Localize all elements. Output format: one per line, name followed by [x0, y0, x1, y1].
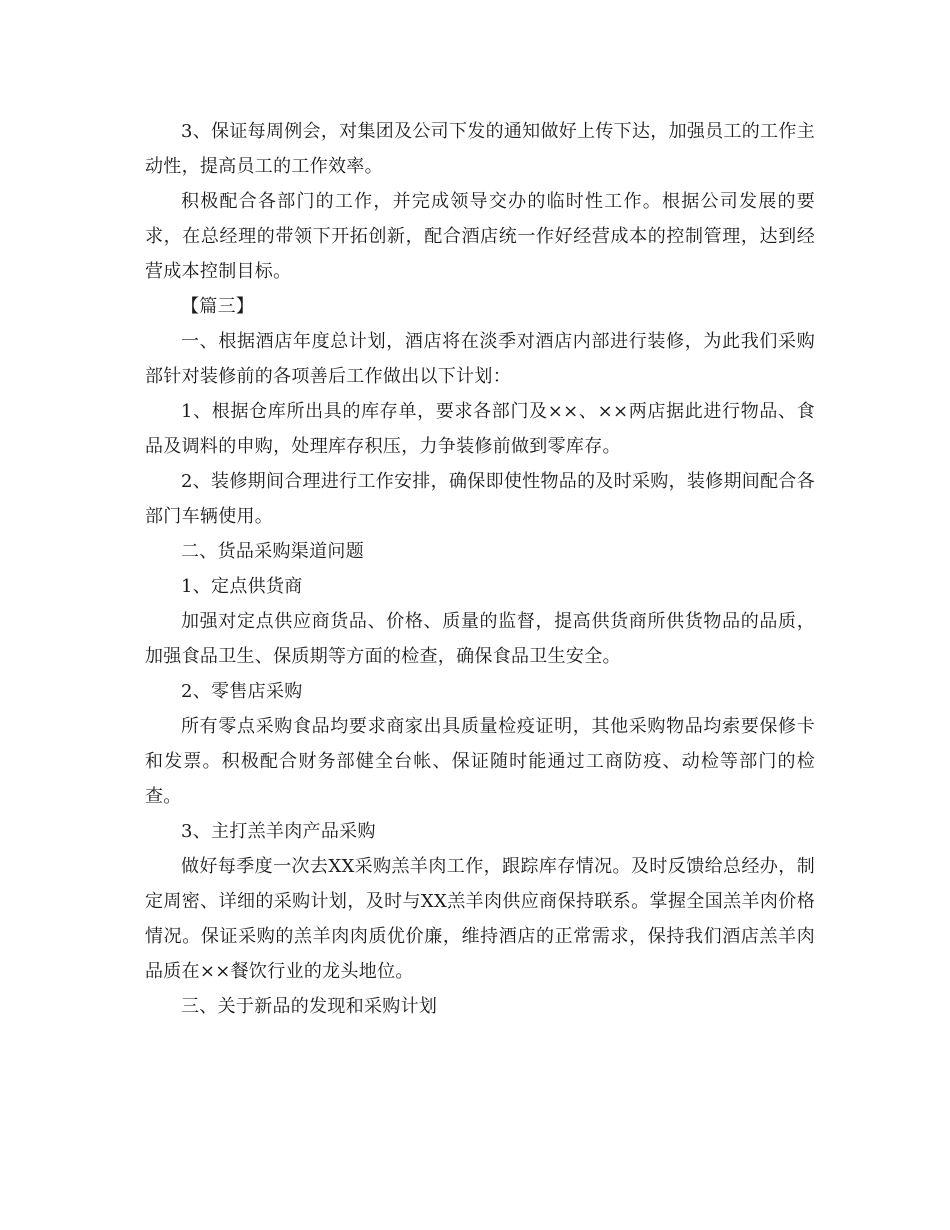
- paragraph-inventory-requisition: 1、根据仓库所出具的库存单，要求各部门及××、××两店据此进行物品、食品及调料的申购，处理库存积压，力争装修前做到零库存。: [145, 401, 815, 457]
- paragraph-weekly-meeting: 3、保证每周例会，对集团及公司下发的通知做好上传下达，加强员工的工作主动性，提高员工的工作效率。: [145, 121, 815, 177]
- heading-new-products: 三、关于新品的发现和采购计划: [181, 996, 438, 1017]
- paragraph-cooperate-departments: 积极配合各部门的工作，并完成领导交办的临时性工作。根据公司发展的要求，在总经理的带领下开拓创新，配合酒店统一作好经营成本的控制管理，达到经营成本控制目标。: [145, 191, 815, 282]
- heading-purchasing-channels: 二、货品采购渠道问题: [181, 541, 364, 562]
- paragraph-renovation-arrangement: 2、装修期间合理进行工作安排，确保即使性物品的及时采购，装修期间配合各部门车辆使用。: [145, 471, 815, 527]
- section-heading-part-three: 【篇三】: [181, 296, 255, 317]
- paragraph-retail-quarantine: 所有零点采购食品均要求商家出具质量检疫证明，其他采购物品均索要保修卡和发票。积极配合财务部健全台帐、保证随时能通过工商防疫、动检等部门的检查。: [145, 716, 815, 807]
- paragraph-renovation-plan: 一、根据酒店年度总计划，酒店将在淡季对酒店内部进行装修，为此我们采购部针对装修前的各项善后工作做出以下计划：: [145, 331, 815, 387]
- heading-lamb-purchasing: 3、主打羔羊肉产品采购: [181, 821, 376, 842]
- paragraph-lamb-plan: 做好每季度一次去XX采购羔羊肉工作，跟踪库存情况。及时反馈给总经办，制定周密、详细的采购计划，及时与XX羔羊肉供应商保持联系。掌握全国羔羊肉价格情况。保证采购的羔羊肉肉质优价廉，维持酒店的正常需求，保持我们酒店羔羊肉品质在××餐饮行业的龙头地位。: [145, 856, 815, 982]
- heading-retail-purchasing: 2、零售店采购: [181, 681, 303, 702]
- heading-designated-suppliers: 1、定点供货商: [181, 576, 303, 597]
- paragraph-supplier-supervision: 加强对定点供应商货品、价格、质量的监督，提高供货商所供货物品的品质，加强食品卫生、保质期等方面的检查，确保食品卫生安全。: [145, 611, 815, 667]
